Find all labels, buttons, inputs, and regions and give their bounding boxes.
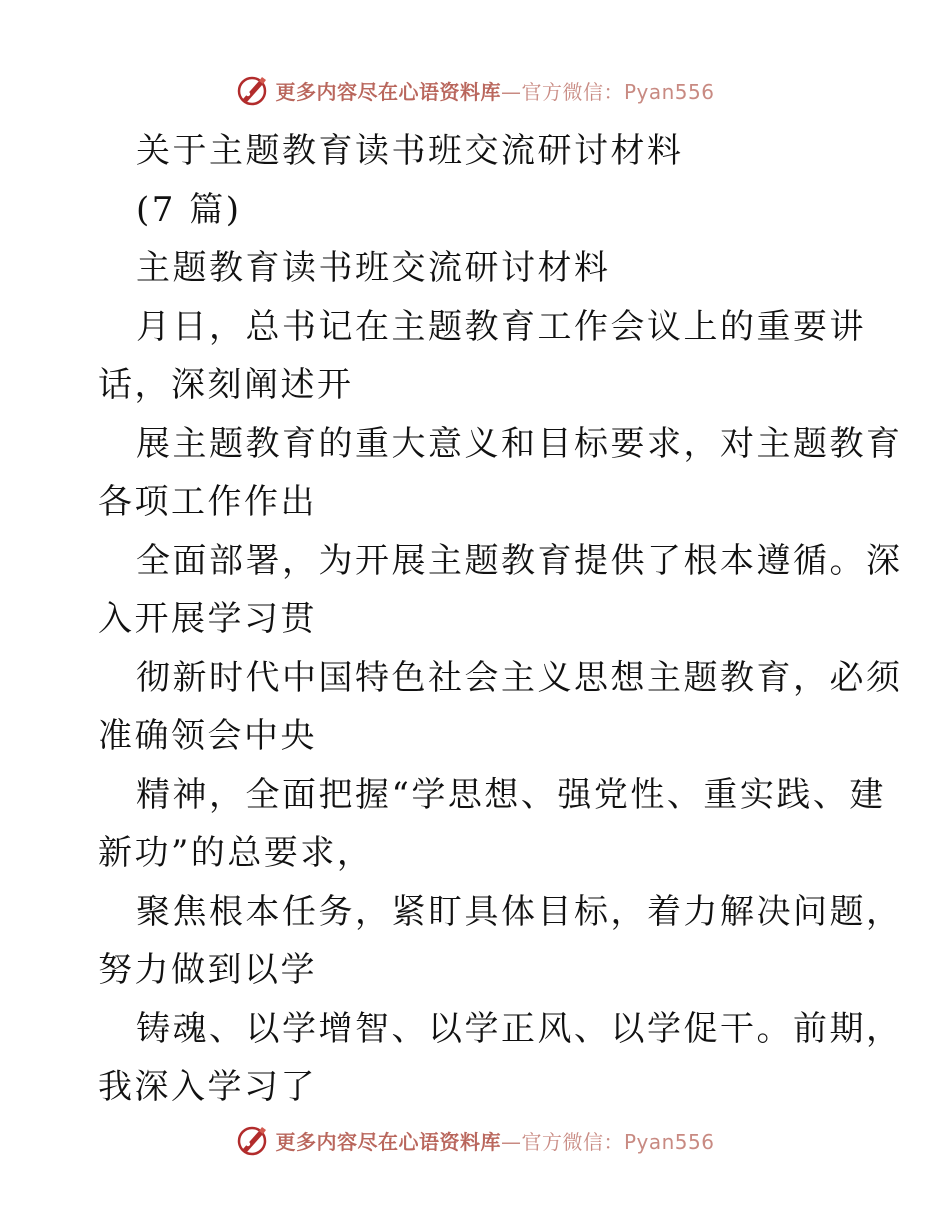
document-body	[98, 122, 903, 1117]
paragraph-line: 努力做到以学	[98, 950, 317, 990]
watermark-text: 更多内容尽在心语资料库—官方微信：Pyan556	[275, 1129, 715, 1154]
header-watermark	[0, 70, 950, 110]
paragraph-line: 话，深刻阐述开	[98, 365, 354, 405]
pen-circle-logo-icon	[235, 73, 269, 107]
paragraph-line: 聚焦根本任务，紧盯具体目标，着力解决问题，	[136, 891, 903, 932]
watermark-text: 更多内容尽在心语资料库—官方微信：Pyan556	[275, 79, 715, 104]
pen-circle-logo-icon	[235, 1123, 269, 1157]
paragraph-line: 展主题教育的重大意义和目标要求，对主题教育	[136, 423, 903, 464]
paragraph-line: 铸魂、以学增智、以学正风、以学促干。前期，	[136, 1008, 903, 1049]
paragraph-line: 全面部署，为开展主题教育提供了根本遵循。深	[136, 540, 903, 581]
document-subtitle: (7 篇)	[136, 189, 242, 230]
paragraph-line: 彻新时代中国特色社会主义思想主题教育，必须	[136, 657, 903, 698]
section-heading: 主题教育读书班交流研讨材料	[136, 248, 611, 288]
document-title: 关于主题教育读书班交流研讨材料	[136, 131, 684, 171]
paragraph-line: 新功”的总要求，	[98, 833, 374, 873]
paragraph-line: 我深入学习了	[98, 1067, 317, 1107]
paragraph-line: 准确领会中央	[98, 716, 317, 756]
footer-watermark	[0, 1120, 950, 1160]
paragraph-line: 入开展学习贯	[98, 599, 317, 639]
paragraph-line: 各项工作作出	[98, 482, 317, 522]
paragraph-line: 月日，总书记在主题教育工作会议上的重要讲	[136, 306, 866, 347]
paragraph-line: 精神，全面把握“学思想、强党性、重实践、建	[136, 774, 886, 815]
